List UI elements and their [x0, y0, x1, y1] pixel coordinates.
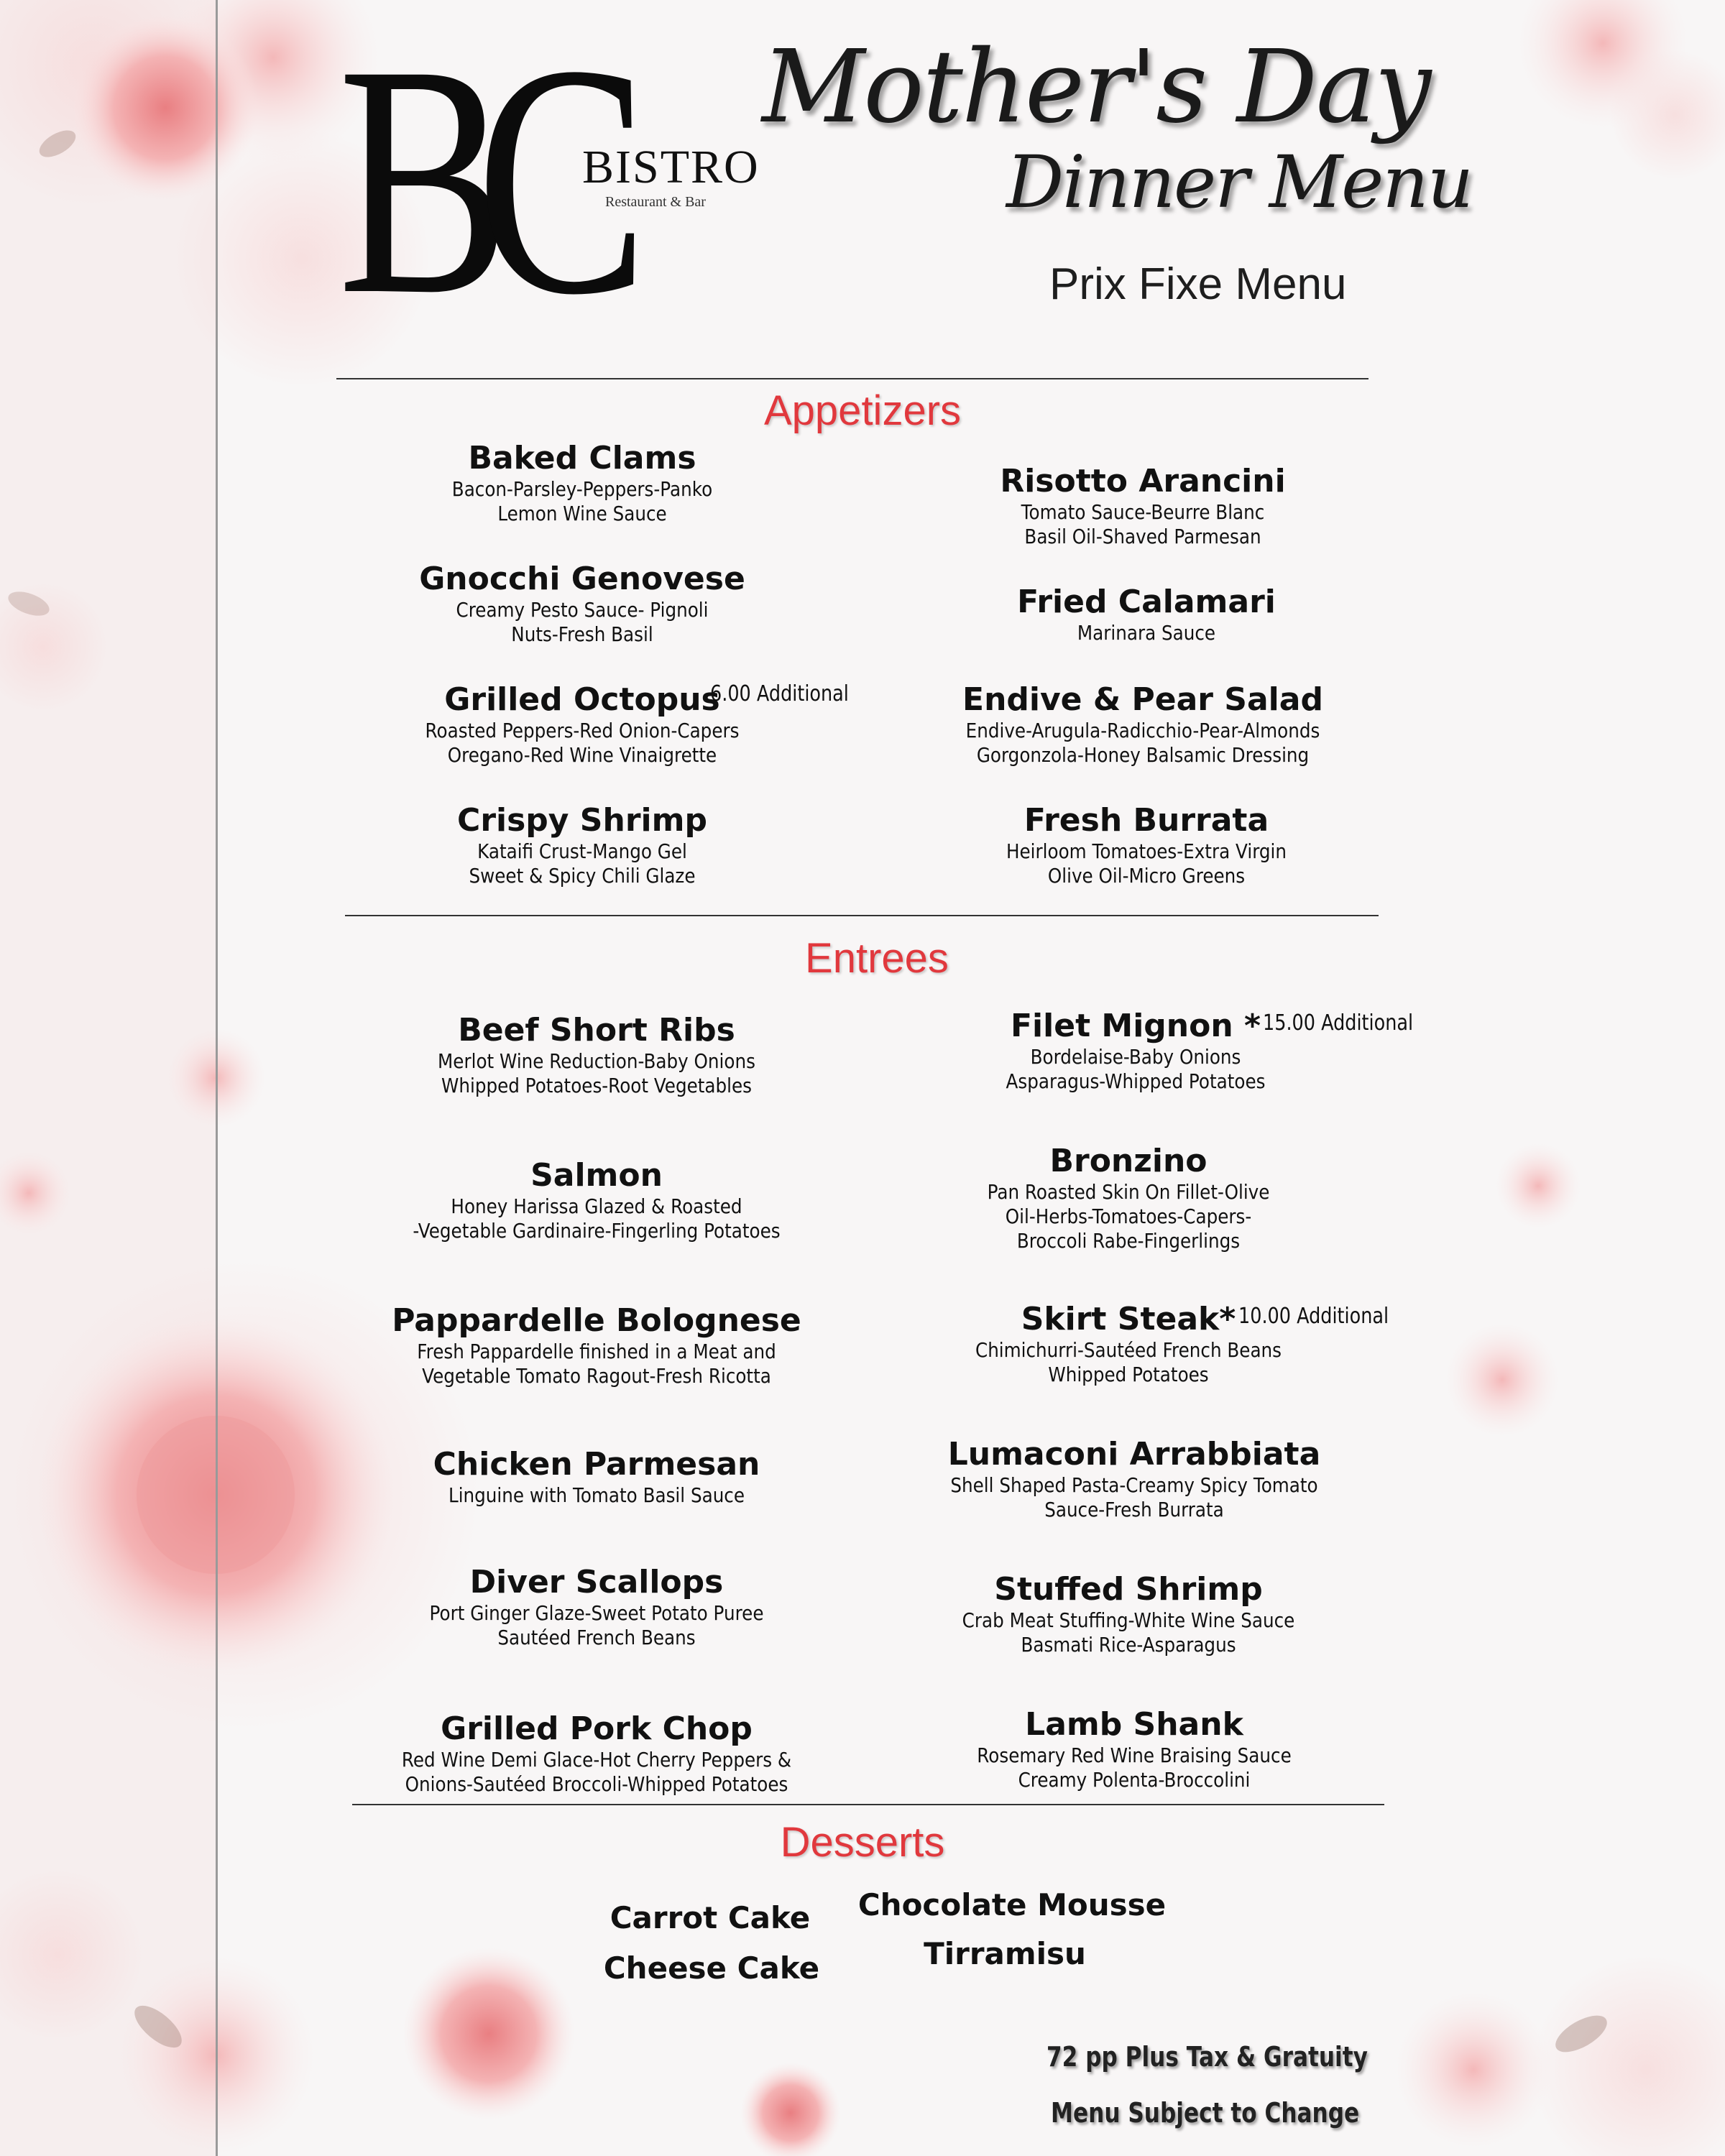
- brand-logo: BC: [338, 0, 615, 363]
- item-description: Nuts-Fresh Basil: [511, 622, 653, 646]
- item-description: Shell Shaped Pasta-Creamy Spicy Tomato: [950, 1473, 1318, 1497]
- item-name: Stuffed Shrimp: [994, 1571, 1263, 1608]
- menu-item: [861, 1436, 1407, 1522]
- menu-item: [323, 1710, 870, 1797]
- item-description: Honey Harissa Glazed & Roasted: [451, 1194, 742, 1218]
- menu-item: [323, 1157, 870, 1243]
- menu-item: [873, 802, 1420, 888]
- item-name: Diver Scallops: [469, 1564, 724, 1600]
- item-description: Red Wine Demi Glace-Hot Cherry Peppers &: [401, 1748, 792, 1772]
- menu-item: [861, 1706, 1407, 1792]
- item-description: Tomato Sauce-Beurre Blanc: [1021, 500, 1265, 524]
- menu-item: [309, 440, 855, 526]
- item-description: Vegetable Tomato Ragout-Fresh Ricotta: [422, 1364, 771, 1388]
- item-name: Beef Short Ribs: [458, 1012, 735, 1049]
- item-description: Fresh Pappardelle finished in a Meat and: [417, 1340, 776, 1363]
- item-description: -Vegetable Gardinaire-Fingerling Potatoes: [413, 1219, 781, 1243]
- item-description: Sweet & Spicy Chili Glaze: [469, 864, 696, 888]
- price-note: 72 pp Plus Tax & Gratuity: [1046, 2041, 1368, 2073]
- item-description: Merlot Wine Reduction-Baby Onions: [438, 1049, 755, 1073]
- item-description: Olive Oil-Micro Greens: [1047, 864, 1246, 888]
- section-heading-desserts: Desserts: [780, 1819, 945, 1866]
- item-name: Filet Mignon *: [1011, 1008, 1261, 1044]
- item-description: Whipped Potatoes: [1048, 1363, 1209, 1386]
- item-description: Asparagus-Whipped Potatoes: [1006, 1069, 1266, 1093]
- item-description: Kataifi Crust-Mango Gel: [477, 839, 687, 863]
- item-description: Linguine with Tomato Basil Sauce: [448, 1483, 745, 1507]
- menu-item: [309, 561, 855, 647]
- item-name: Salmon: [530, 1157, 663, 1194]
- item-name: Pappardelle Bolognese: [392, 1302, 801, 1339]
- item-description: Oregano-Red Wine Vinaigrette: [447, 743, 717, 767]
- item-description: Whipped Potatoes-Root Vegetables: [441, 1074, 752, 1097]
- section-heading-entrees: Entrees: [805, 935, 949, 982]
- item-description: Pan Roasted Skin On Fillet-Olive: [987, 1180, 1270, 1204]
- section-heading-appetizers: Appetizers: [763, 387, 962, 434]
- menu-item: [309, 802, 855, 888]
- divider-rule: [336, 378, 1368, 379]
- item-description: Creamy Polenta-Broccolini: [1018, 1768, 1251, 1792]
- item-description: Creamy Pesto Sauce- Pignoli: [456, 598, 709, 622]
- item-description: Crab Meat Stuffing-White Wine Sauce: [962, 1608, 1295, 1632]
- brand-subtitle: Restaurant & Bar: [605, 194, 706, 210]
- item-description: Rosemary Red Wine Braising Sauce: [977, 1743, 1292, 1767]
- item-description: Bacon-Parsley-Peppers-Panko: [451, 477, 713, 501]
- menu-item: [870, 681, 1416, 768]
- menu-item: [323, 1564, 870, 1650]
- item-description: Basmati Rice-Asparagus: [1021, 1633, 1236, 1657]
- menu-item: [870, 463, 1416, 549]
- additional-price: 15.00 Additional: [1263, 1010, 1414, 1036]
- item-description: Roasted Peppers-Red Onion-Capers: [425, 719, 740, 742]
- additional-price: 6.00 Additional: [710, 681, 849, 706]
- dessert-item: Cheese Cake: [603, 1950, 820, 1986]
- menu-item: [323, 1302, 870, 1388]
- item-description: Oil-Herbs-Tomatoes-Capers-: [1005, 1204, 1252, 1228]
- menu-item: [323, 1012, 870, 1098]
- dessert-item: Tirramisu: [924, 1936, 1086, 1971]
- divider-rule: [352, 1804, 1384, 1805]
- menu-item: [855, 1571, 1402, 1657]
- item-name: Endive & Pear Salad: [962, 681, 1323, 718]
- menu-item: [855, 1143, 1402, 1253]
- menu-title: Mother's Day: [762, 29, 1430, 146]
- item-description: Heirloom Tomatoes-Extra Virgin: [1006, 839, 1287, 863]
- item-name: Grilled Octopus: [444, 681, 720, 718]
- item-description: Chimichurri-Sautéed French Beans: [975, 1338, 1282, 1362]
- item-name: Chicken Parmesan: [433, 1446, 760, 1483]
- item-description: Port Ginger Glaze-Sweet Potato Puree: [429, 1601, 764, 1625]
- item-description: Onions-Sautéed Broccoli-Whipped Potatoes: [405, 1772, 788, 1796]
- item-name: Lamb Shank: [1025, 1706, 1243, 1743]
- menu-disclaimer: Menu Subject to Change: [1051, 2097, 1360, 2129]
- item-description: Sautéed French Beans: [497, 1626, 696, 1649]
- item-description: Basil Oil-Shaved Parmesan: [1024, 525, 1261, 548]
- menu-item: [873, 584, 1420, 645]
- item-name: Fresh Burrata: [1024, 802, 1269, 839]
- item-name: Fried Calamari: [1017, 584, 1276, 620]
- item-name: Risotto Arancini: [1000, 463, 1286, 499]
- menu-subtitle: Dinner Menu: [1006, 140, 1473, 224]
- divider-rule: [345, 915, 1379, 916]
- item-name: Baked Clams: [468, 440, 696, 476]
- dessert-item: Carrot Cake: [610, 1900, 811, 1935]
- item-name: Crispy Shrimp: [457, 802, 707, 839]
- item-name: Skirt Steak*: [1021, 1301, 1236, 1337]
- item-description: Endive-Arugula-Radicchio-Pear-Almonds: [965, 719, 1320, 742]
- divider-line: [216, 0, 218, 2156]
- item-description: Bordelaise-Baby Onions: [1030, 1045, 1241, 1069]
- item-description: Sauce-Fresh Burrata: [1044, 1498, 1224, 1521]
- item-name: Bronzino: [1049, 1143, 1208, 1179]
- dessert-item: Chocolate Mousse: [857, 1887, 1167, 1922]
- menu-item: [323, 1446, 870, 1508]
- additional-price: 10.00 Additional: [1238, 1304, 1389, 1329]
- item-description: Lemon Wine Sauce: [497, 502, 667, 525]
- brand-name: BISTRO: [582, 141, 760, 193]
- item-description: Marinara Sauce: [1077, 621, 1216, 645]
- item-description: Broccoli Rabe-Fingerlings: [1016, 1229, 1241, 1253]
- prix-fixe-label: Prix Fixe Menu: [1049, 259, 1347, 309]
- item-name: Gnocchi Genovese: [419, 561, 745, 597]
- item-description: Gorgonzola-Honey Balsamic Dressing: [976, 743, 1310, 767]
- item-name: Lumaconi Arrabbiata: [947, 1436, 1321, 1473]
- item-name: Grilled Pork Chop: [441, 1710, 753, 1747]
